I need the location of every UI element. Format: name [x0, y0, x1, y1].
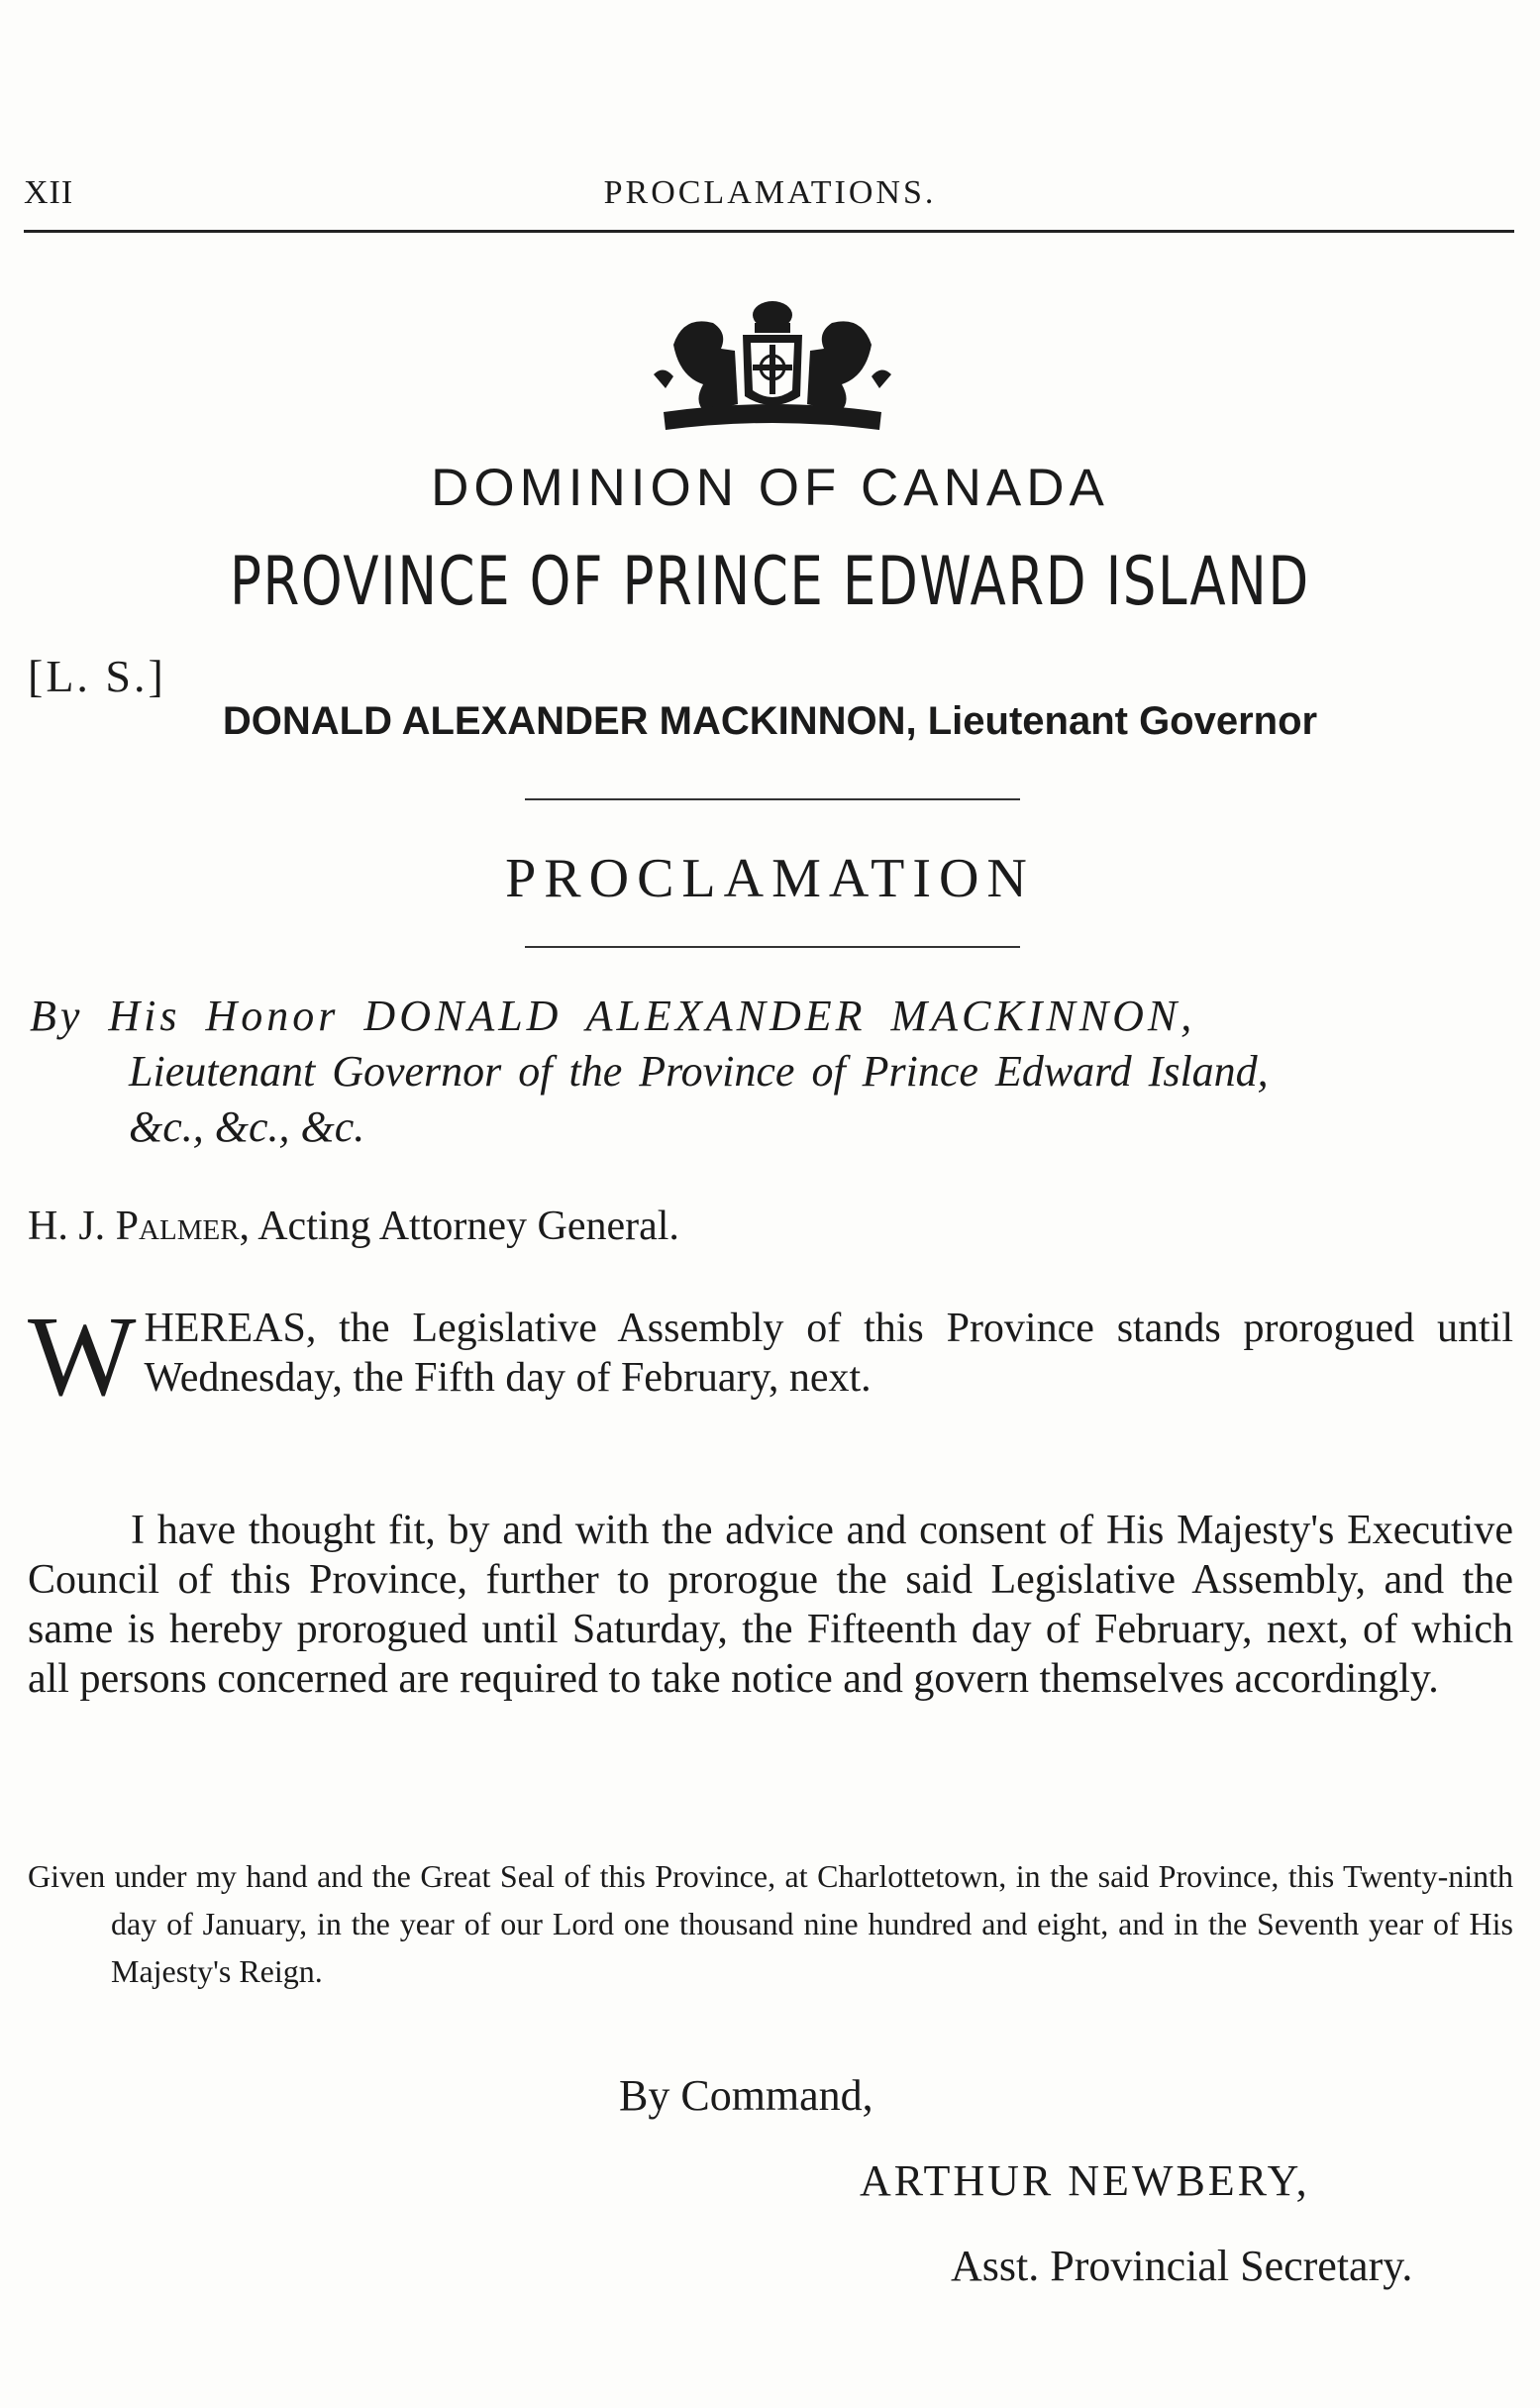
- given-paragraph: Given under my hand and the Great Seal of this Province, at Charlottetown, in the said Province, this Twenty-ninth day of January, in the year of our Lord one thousand nine hundred and eight, and in the Seventh year of His Majesty's Reign.: [28, 1858, 1513, 1989]
- governor-line: DONALD ALEXANDER MACKINNON, Lieutenant Governor: [222, 699, 1318, 743]
- signatory-title: Asst. Provincial Secretary.: [951, 2242, 1413, 2290]
- drop-cap: W: [28, 1294, 137, 1420]
- page-number: XII: [24, 174, 74, 211]
- dominion-heading: DOMINION OF CANADA: [431, 459, 1109, 517]
- title-rule-top: [525, 798, 1020, 800]
- whereas-paragraph: [28, 1294, 1513, 1420]
- attorney-line: [28, 1203, 679, 1250]
- province-heading: PROVINCE OF PRINCE EDWARD ISLAND: [229, 543, 1310, 621]
- title-rule-bottom: [525, 946, 1020, 948]
- by-honor-line: Lieutenant Governor of the Province of Prince Edward Island,: [129, 1047, 1269, 1096]
- by-command: By Command,: [619, 2071, 873, 2120]
- attorney-name: H. J. Palmer: [28, 1204, 240, 1249]
- proclamation-title: PROCLAMATION: [505, 848, 1035, 909]
- royal-coat-of-arms-icon: [644, 285, 901, 434]
- by-honor-line: &c., &c., &c.: [129, 1102, 365, 1151]
- seal-mark: [L. S.]: [28, 651, 166, 701]
- header-rule: [24, 230, 1514, 233]
- running-head: PROCLAMATIONS.: [603, 174, 937, 211]
- body-paragraph: I have thought fit, by and with the advice and consent of His Majesty's Executive Council of this Province, further to prorogue the said Legislative Assembly, and the same is hereby prorogued until Saturday, the Fifteenth day of February, next, of which all persons concerned are required to take notice and govern themselves accordingly.: [28, 1508, 1513, 1702]
- attorney-title: , Acting Attorney General.: [239, 1204, 679, 1249]
- whereas-text: HEREAS, the Legislative Assembly of this Province stands prorogued until Wednesday, the Fifth day of February, next.: [144, 1306, 1513, 1401]
- by-honor-block: [30, 989, 1515, 1155]
- by-honor-line: By His Honor DONALD ALEXANDER MACKINNON,: [30, 992, 1196, 1040]
- signatory-name: ARTHUR NEWBERY,: [860, 2156, 1310, 2205]
